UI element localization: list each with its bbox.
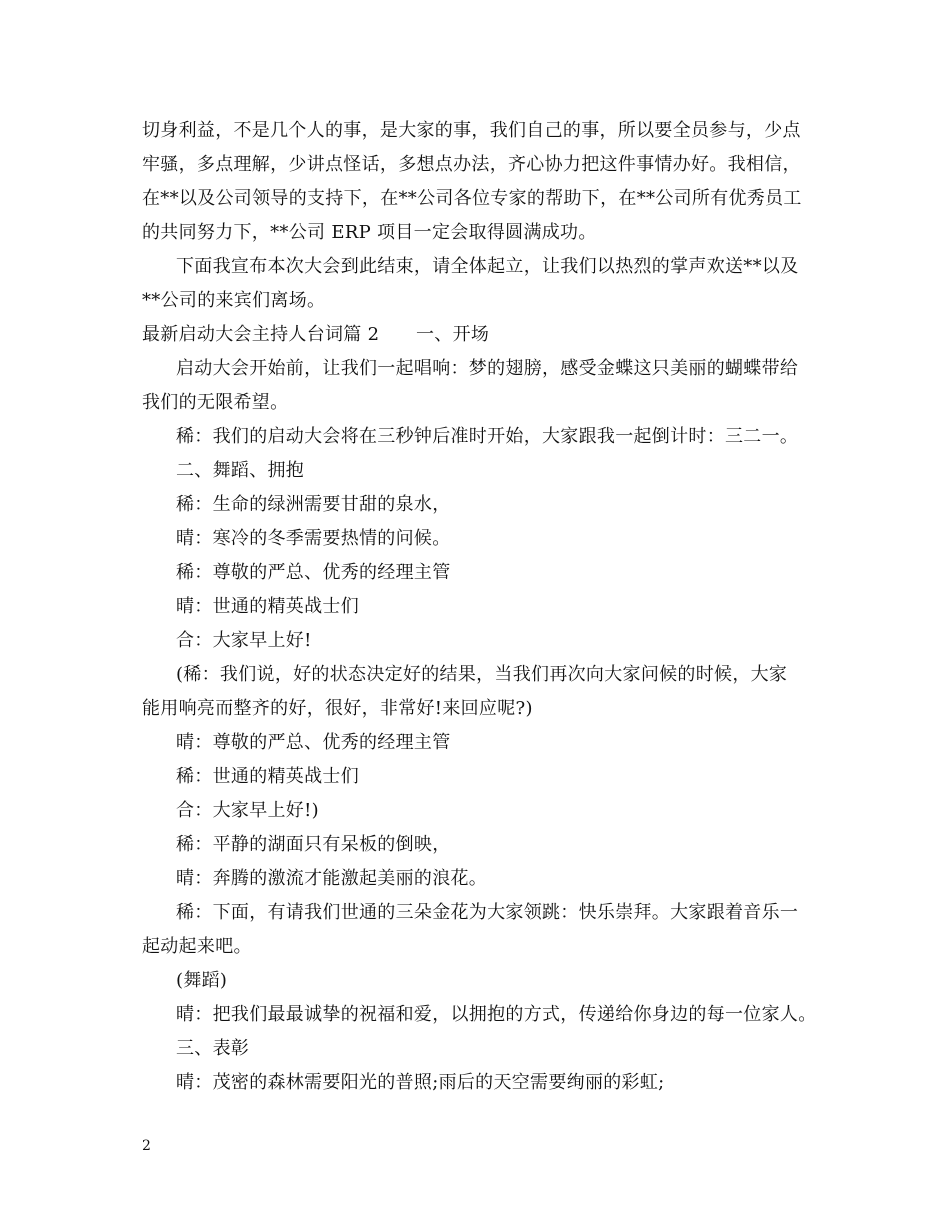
text-line: 二、舞蹈、拥抱 [176,460,305,481]
text-line: 能用响亮而整齐的好，很好，非常好!来回应呢?) [142,698,533,719]
text-line: 切身利益，不是几个人的事，是大家的事，我们自己的事，所以要全员参与，少点 [142,120,801,141]
text-line: 牢骚，多点理解，少讲点怪话，多想点办法，齐心协力把这件事情办好。我相信， [142,154,801,175]
text-line: 稀：生命的绿洲需要甘甜的泉水， [176,494,451,515]
document-body [142,114,822,1100]
text-line: 晴：茂密的森林需要阳光的普照;雨后的天空需要绚丽的彩虹; [176,1072,665,1093]
text-line: 起动起来吧。 [142,936,252,957]
text-line: 稀：平静的湖面只有呆板的倒映， [176,834,451,855]
text-line: **公司的来宾们离场。 [142,290,326,311]
text-line: 启动大会开始前，让我们一起唱响：梦的翅膀，感受金蝶这只美丽的蝴蝶带给 [176,358,799,379]
text-line: 晴：寒冷的冬季需要热情的问候。 [176,528,451,549]
text-line: 最新启动大会主持人台词篇 2 一、开场 [142,324,490,345]
text-line: 晴：尊敬的严总、优秀的经理主管 [176,732,451,753]
text-line: 稀：我们的启动大会将在三秒钟后准时开始，大家跟我一起倒计时：三二一。 [176,426,799,447]
text-line: 的共同努力下，**公司 ERP 项目一定会取得圆满成功。 [142,222,597,243]
text-line: 三、表彰 [176,1038,250,1059]
text-line: 晴：奔腾的激流才能激起美丽的浪花。 [176,868,488,889]
text-line: 我们的无限希望。 [142,392,289,413]
text-line: 在**以及公司领导的支持下，在**公司各位专家的帮助下，在**公司所有优秀员工 [142,188,802,209]
page-number: 2 [142,1138,151,1154]
text-line: 合：大家早上好! [176,630,312,651]
text-line: 稀：世通的精英战士们 [176,766,359,787]
text-line: (舞蹈) [176,970,228,991]
text-line: 稀：尊敬的严总、优秀的经理主管 [176,562,451,583]
text-line: 下面我宣布本次大会到此结束，请全体起立，让我们以热烈的掌声欢送**以及 [176,256,799,277]
text-line: (稀：我们说，好的状态决定好的结果，当我们再次向大家问候的时候，大家 [176,664,788,685]
text-line: 晴：世通的精英战士们 [176,596,359,617]
text-line: 晴：把我们最最诚挚的祝福和爱，以拥抱的方式，传递给你身边的每一位家人。 [176,1004,817,1025]
text-line: 稀：下面，有请我们世通的三朵金花为大家领跳：快乐崇拜。大家跟着音乐一 [176,902,799,923]
text-line: 合：大家早上好!) [176,800,319,821]
